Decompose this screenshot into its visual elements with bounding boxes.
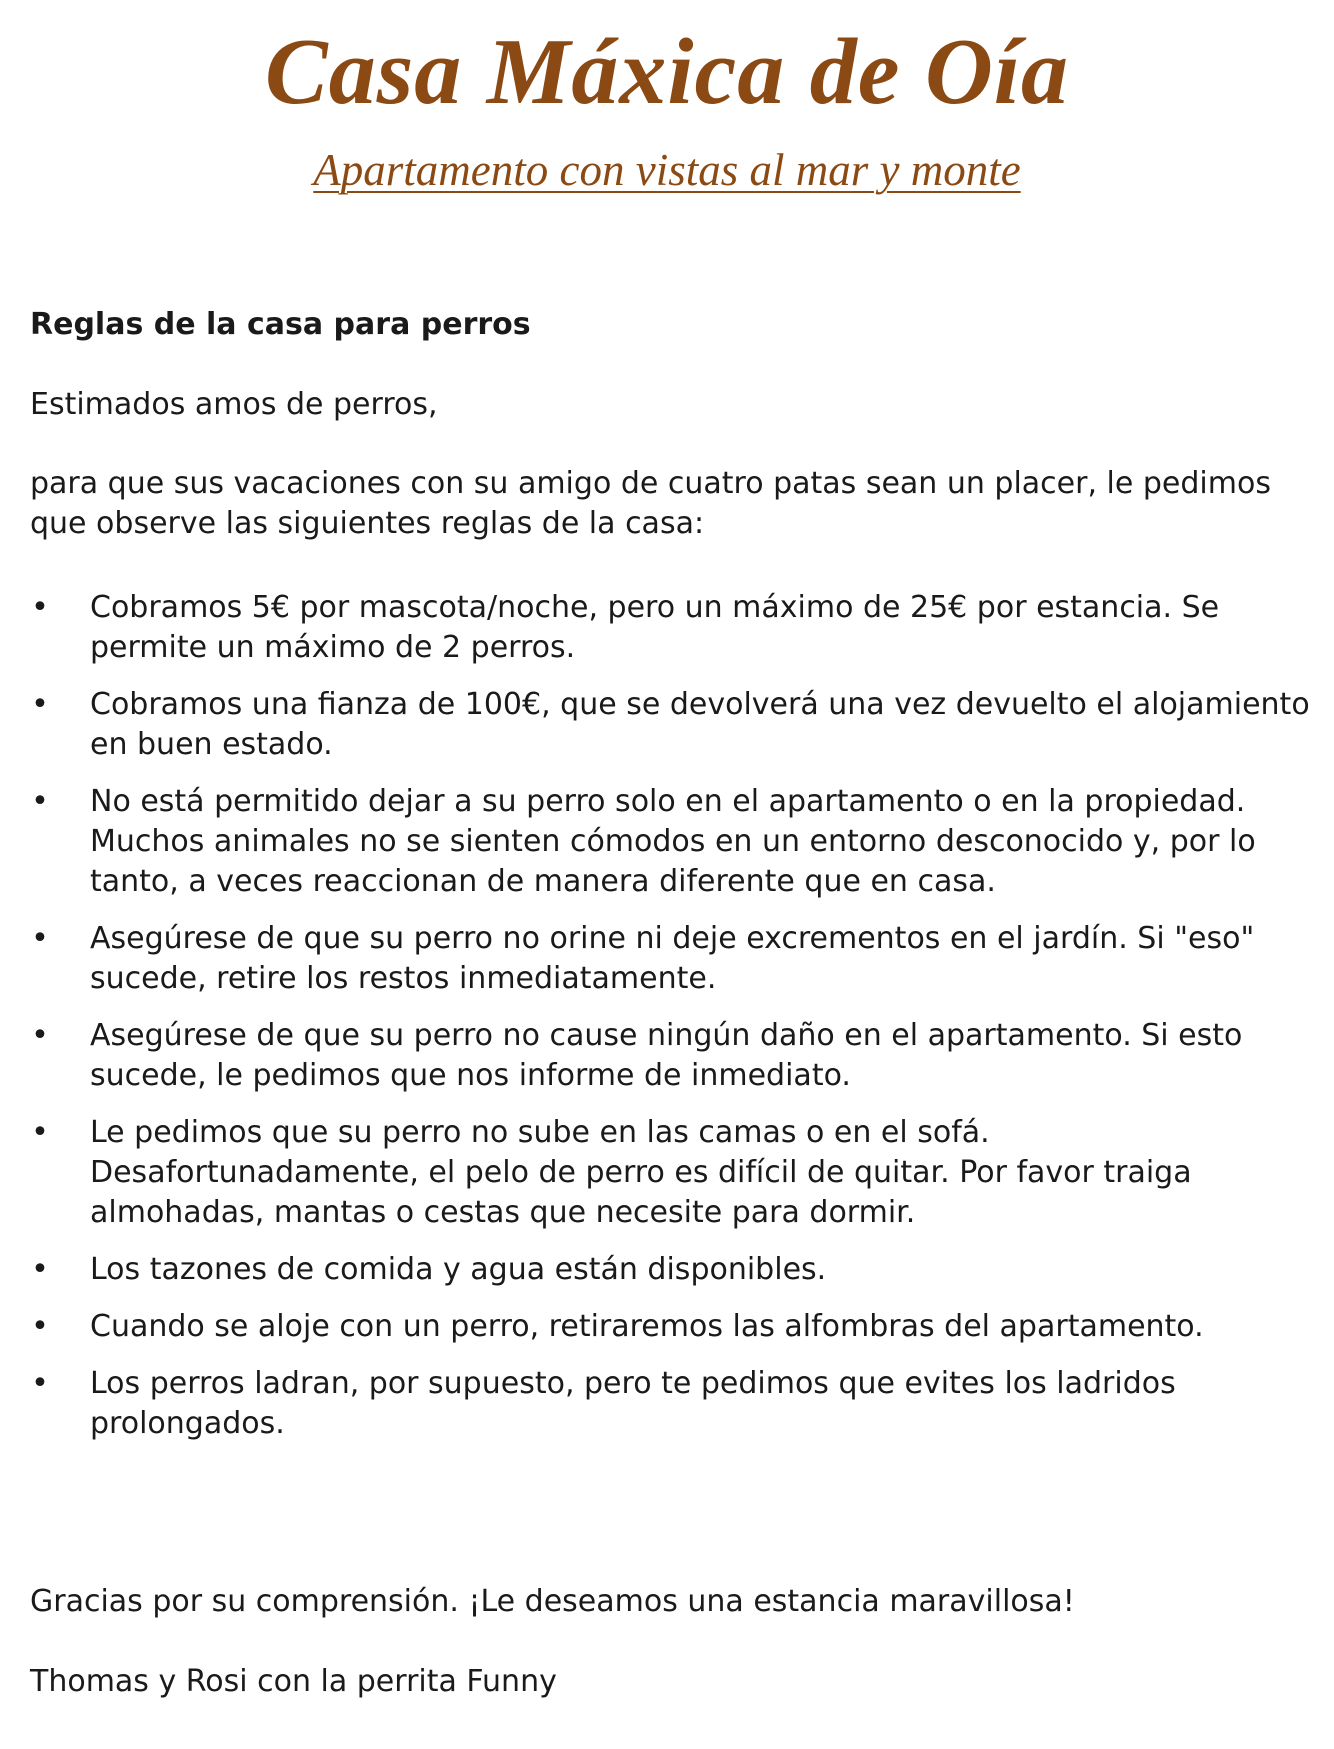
bullet-icon: • bbox=[31, 1115, 49, 1150]
rule-text: Cobramos 5€ por mascota/noche, pero un máximo de 25€ por estancia. Se permite un máximo de 2 perros. bbox=[90, 590, 1220, 665]
intro-paragraph: para que sus vacaciones con su amigo de cuatro patas sean un placer, le pedimos que observe las siguientes reglas de la casa: bbox=[30, 466, 1271, 541]
rule-text: Los tazones de comida y agua están disponibles. bbox=[90, 1252, 827, 1287]
greeting: Estimados amos de perros, bbox=[30, 387, 438, 422]
rule-text: Cuando se aloje con un perro, retiraremos las alfombras del apartamento. bbox=[90, 1309, 1204, 1344]
rule-text: Asegúrese de que su perro no orine ni deje excrementos en el jardín. Si "eso" sucede, retire los restos inmediatamente. bbox=[90, 921, 1255, 996]
rule-text: Cobramos una fianza de 100€, que se devolverá una vez devuelto el alojamiento en buen estado. bbox=[90, 687, 1310, 762]
page-title: Casa Máxica de Oía bbox=[265, 20, 1069, 124]
rules-list bbox=[30, 588, 1320, 1461]
rule-text: No está permitido dejar a su perro solo en el apartamento o en la propiedad. Muchos animales no se sienten cómodos en un entorno desconocido y, por lo tanto, a veces reaccionan de manera diferente que en casa. bbox=[90, 784, 1256, 899]
bullet-icon: • bbox=[31, 590, 49, 625]
rule-item bbox=[30, 1016, 1320, 1096]
bullet-icon: • bbox=[31, 1366, 49, 1401]
rule-item bbox=[30, 588, 1320, 668]
rule-item bbox=[30, 919, 1320, 999]
closing-line: Gracias por su comprensión. ¡Le deseamos una estancia maravillosa! bbox=[30, 1584, 1075, 1619]
rule-text: Le pedimos que su perro no sube en las camas o en el sofá. Desafortunadamente, el pelo de perro es difícil de quitar. Por favor traiga almohadas, mantas o cestas que necesite para dormir. bbox=[90, 1115, 1192, 1230]
bullet-icon: • bbox=[31, 1309, 49, 1344]
rule-item bbox=[30, 685, 1320, 765]
bullet-icon: • bbox=[31, 687, 49, 722]
bullet-icon: • bbox=[31, 921, 49, 956]
bullet-icon: • bbox=[31, 1252, 49, 1287]
bullet-icon: • bbox=[31, 784, 49, 819]
page-subtitle-text: Apartamento con vistas al mar y monte bbox=[313, 145, 1021, 195]
rule-item bbox=[30, 1250, 1320, 1290]
rule-item bbox=[30, 1364, 1320, 1444]
rules-heading: Reglas de la casa para perros bbox=[30, 307, 531, 342]
page-subtitle bbox=[0, 142, 1334, 198]
rule-item bbox=[30, 1307, 1320, 1347]
signature: Thomas y Rosi con la perrita Funny bbox=[30, 1664, 557, 1699]
rule-item bbox=[30, 782, 1320, 902]
rule-text: Asegúrese de que su perro no cause ningún daño en el apartamento. Si esto sucede, le pedimos que nos informe de inmediato. bbox=[90, 1018, 1243, 1093]
rule-item bbox=[30, 1113, 1320, 1233]
bullet-icon: • bbox=[31, 1018, 49, 1053]
rule-text: Los perros ladran, por supuesto, pero te pedimos que evites los ladridos prolongados. bbox=[90, 1366, 1176, 1441]
